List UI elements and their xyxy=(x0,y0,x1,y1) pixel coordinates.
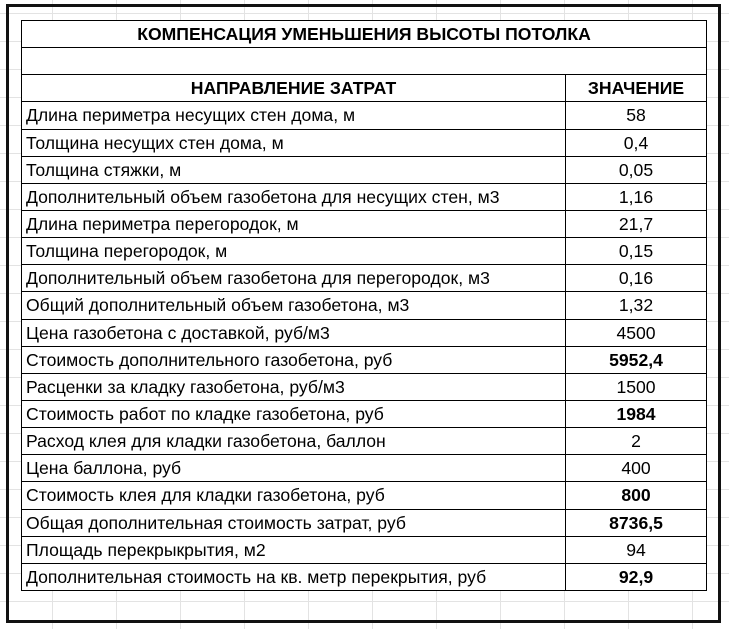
row-value-cell[interactable]: 58 xyxy=(566,102,707,129)
row-label-cell[interactable]: Толщина стяжки, м xyxy=(22,156,566,183)
row-label-cell[interactable]: Площадь перекрыкрытия, м2 xyxy=(22,536,566,563)
row-value-cell[interactable]: 0,15 xyxy=(566,238,707,265)
row-label-cell[interactable]: Стоимость работ по кладке газобетона, руб xyxy=(22,400,566,427)
table-row xyxy=(22,292,707,319)
row-value-cell[interactable]: 800 xyxy=(566,482,707,509)
header-row xyxy=(22,75,707,102)
table-row xyxy=(22,156,707,183)
table-row xyxy=(22,319,707,346)
row-value-cell[interactable]: 8736,5 xyxy=(566,509,707,536)
table-row xyxy=(22,102,707,129)
row-label-cell[interactable]: Общий дополнительный объем газобетона, м3 xyxy=(22,292,566,319)
row-value-cell[interactable]: 94 xyxy=(566,536,707,563)
row-value-cell[interactable]: 21,7 xyxy=(566,210,707,237)
row-value-cell[interactable]: 0,16 xyxy=(566,265,707,292)
table-row xyxy=(22,400,707,427)
row-label-cell[interactable]: Толщина несущих стен дома, м xyxy=(22,129,566,156)
table-row xyxy=(22,509,707,536)
row-value-cell[interactable]: 1984 xyxy=(566,400,707,427)
row-label-cell[interactable]: Расценки за кладку газобетона, руб/м3 xyxy=(22,373,566,400)
row-label-cell[interactable]: Длина периметра перегородок, м xyxy=(22,210,566,237)
table-row xyxy=(22,536,707,563)
row-value-cell[interactable]: 1500 xyxy=(566,373,707,400)
table-row xyxy=(22,238,707,265)
column-header-direction[interactable]: НАПРАВЛЕНИЕ ЗАТРАТ xyxy=(22,75,566,102)
table-row xyxy=(22,428,707,455)
row-label-cell[interactable]: Дополнительная стоимость на кв. метр перекрытия, руб xyxy=(22,563,566,590)
row-value-cell[interactable]: 0,05 xyxy=(566,156,707,183)
table-row xyxy=(22,346,707,373)
row-value-cell[interactable]: 400 xyxy=(566,455,707,482)
table-row xyxy=(22,183,707,210)
table-row xyxy=(22,563,707,590)
table-row xyxy=(22,482,707,509)
table-row xyxy=(22,210,707,237)
row-value-cell[interactable]: 0,4 xyxy=(566,129,707,156)
table-row xyxy=(22,455,707,482)
title-row xyxy=(22,21,707,48)
column-header-value[interactable]: ЗНАЧЕНИЕ xyxy=(566,75,707,102)
row-label-cell[interactable]: Дополнительный объем газобетона для несущих стен, м3 xyxy=(22,183,566,210)
table-row xyxy=(22,129,707,156)
row-value-cell[interactable]: 2 xyxy=(566,428,707,455)
cost-table xyxy=(21,20,707,591)
row-value-cell[interactable]: 1,16 xyxy=(566,183,707,210)
table-row xyxy=(22,265,707,292)
row-label-cell[interactable]: Общая дополнительная стоимость затрат, руб xyxy=(22,509,566,536)
row-label-cell[interactable]: Дополнительный объем газобетона для перегородок, м3 xyxy=(22,265,566,292)
row-value-cell[interactable]: 4500 xyxy=(566,319,707,346)
empty-row xyxy=(22,48,707,75)
row-label-cell[interactable]: Цена баллона, руб xyxy=(22,455,566,482)
row-value-cell[interactable]: 5952,4 xyxy=(566,346,707,373)
table-row xyxy=(22,373,707,400)
row-label-cell[interactable]: Длина периметра несущих стен дома, м xyxy=(22,102,566,129)
row-label-cell[interactable]: Толщина перегородок, м xyxy=(22,238,566,265)
row-label-cell[interactable]: Расход клея для кладки газобетона, баллон xyxy=(22,428,566,455)
empty-cell[interactable] xyxy=(22,48,707,75)
row-value-cell[interactable]: 1,32 xyxy=(566,292,707,319)
row-label-cell[interactable]: Стоимость дополнительного газобетона, руб xyxy=(22,346,566,373)
table-title[interactable]: КОМПЕНСАЦИЯ УМЕНЬШЕНИЯ ВЫСОТЫ ПОТОЛКА xyxy=(22,21,707,48)
row-label-cell[interactable]: Стоимость клея для кладки газобетона, руб xyxy=(22,482,566,509)
row-label-cell[interactable]: Цена газобетона с доставкой, руб/м3 xyxy=(22,319,566,346)
row-value-cell[interactable]: 92,9 xyxy=(566,563,707,590)
